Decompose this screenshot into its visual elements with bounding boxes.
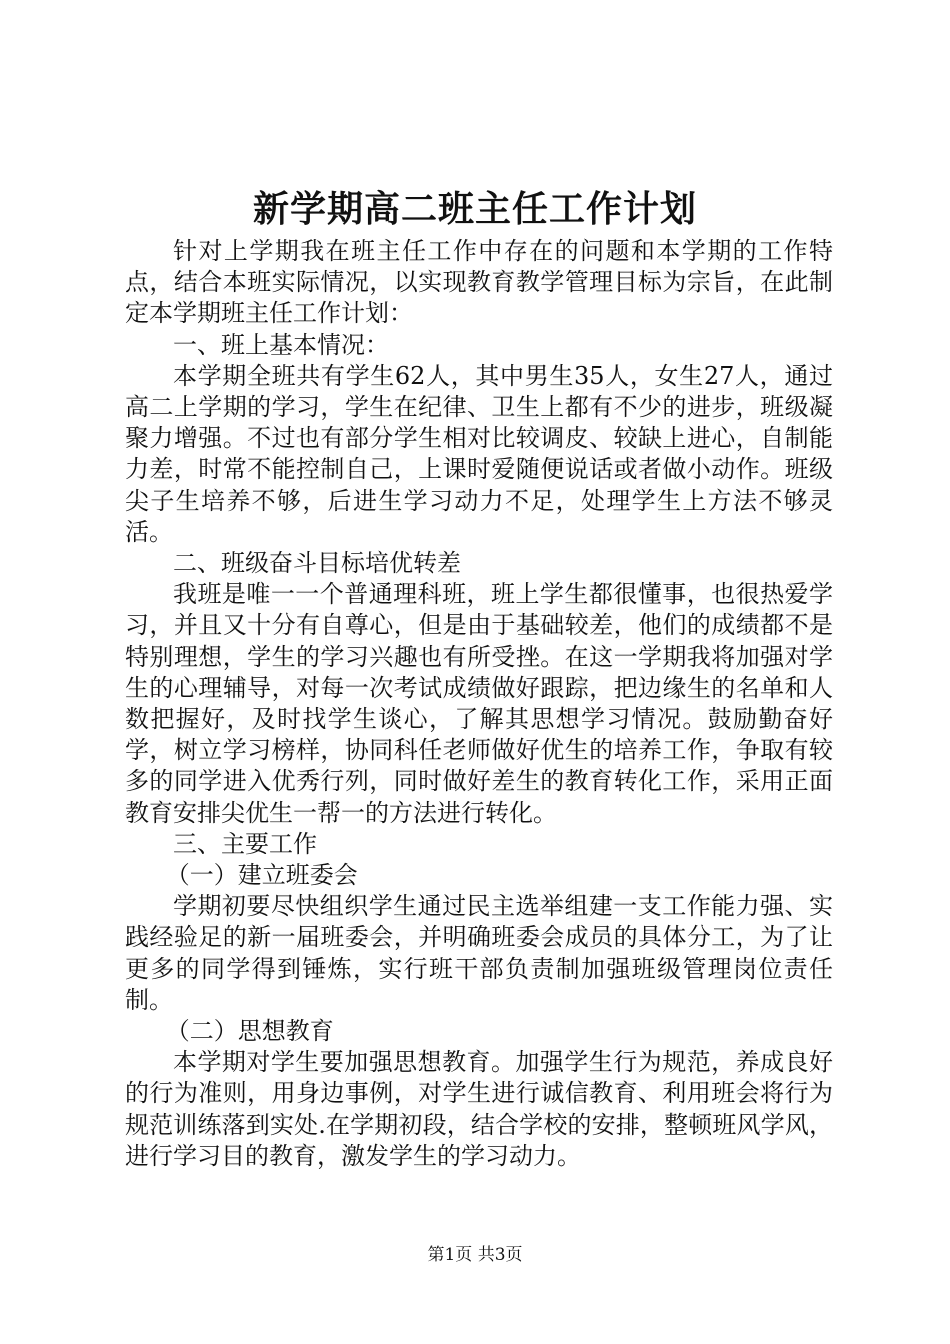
- class-committee-paragraph: 学期初要尽快组织学生通过民主选举组建一支工作能力强、实践经验足的新一届班委会，并明确班委会成员的具体分工，为了让更多的同学得到锤炼，实行班干部负责制加强班级管理岗位责任制。: [125, 892, 833, 1014]
- document-title: 新学期高二班主任工作计划: [252, 188, 697, 230]
- subsection-heading-1: （一）建立班委会: [165, 861, 358, 890]
- section-heading-1: 一、班上基本情况：: [173, 330, 389, 359]
- intro-paragraph: 针对上学期我在班主任工作中存在的问题和本学期的工作特点，结合本班实际情况，以实现教育教学管理目标为宗旨，在此制定本学期班主任工作计划：: [125, 237, 833, 328]
- section-heading-3: 三、主要工作: [173, 829, 317, 858]
- class-situation-paragraph: 本学期全班共有学生62人，其中男生35人，女生27人，通过高二上学期的学习，学生在纪律、卫生上都有不少的进步，班级凝聚力增强。不过也有部分学生相对比较调皮、较缺上进心，自制能力差，时常不能控制自己，上课时爱随便说话或者做小动作。班级尖子生培养不够，后进生学习动力不足，处理学生上方法不够灵活。: [125, 361, 833, 546]
- subsection-heading-2: （二）思想教育: [165, 1017, 334, 1046]
- section-heading-2: 二、班级奋斗目标培优转差: [173, 549, 461, 578]
- page-footer: 第1页 共3页: [427, 1245, 523, 1265]
- ideological-education-paragraph: 本学期对学生要加强思想教育。加强学生行为规范，养成良好的行为准则，用身边事例，对学生进行诚信教育、利用班会将行为规范训练落到实处.在学期初段，结合学校的安排，整顿班风学风，进行学习目的教育，激发学生的学习动力。: [125, 1048, 833, 1170]
- document-body: [125, 236, 833, 1172]
- goals-paragraph: 我班是唯一一个普通理科班，班上学生都很懂事，也很热爱学习，并且又十分有自尊心，但是由于基础较差，他们的成绩都不是特别理想，学生的学习兴趣也有所受挫。在这一学期我将加强对学生的心理辅导，对每一次考试成绩做好跟踪，把边缘生的名单和人数把握好，及时找学生谈心，了解其思想学习情况。鼓励勤奋好学，树立学习榜样，协同科任老师做好优生的培养工作，争取有较多的同学进入优秀行列，同时做好差生的教育转化工作，采用正面教育安排尖优生一帮一的方法进行转化。: [125, 580, 833, 827]
